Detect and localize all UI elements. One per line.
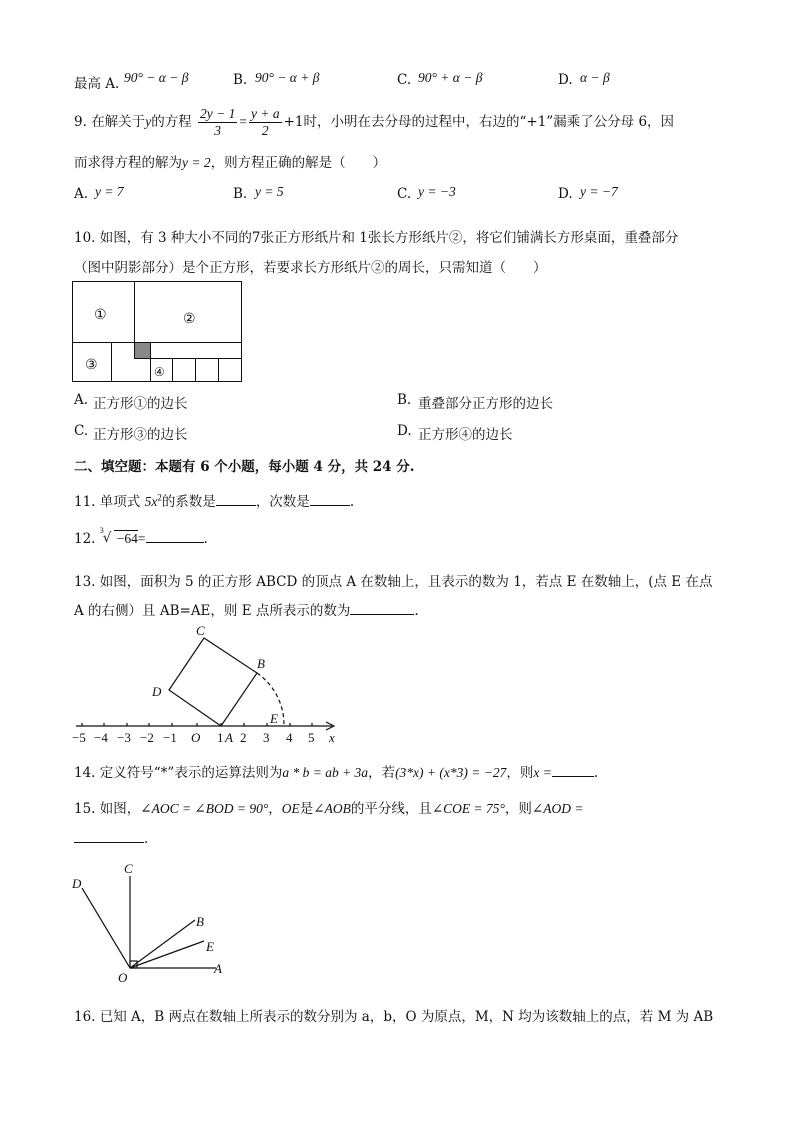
q13-line2 <box>74 599 419 619</box>
q14-text-c: ，则 <box>506 765 534 781</box>
q13-tick-label: −5 <box>72 730 86 745</box>
q10-square-4b <box>173 359 196 382</box>
q11-text-b: 的系数是 <box>161 494 216 510</box>
q12-root-index: 3 <box>99 526 104 535</box>
q12-radicand: −64 <box>114 530 138 546</box>
q13-label-x: x <box>329 730 335 745</box>
q14-text-b: ，若 <box>368 765 396 781</box>
q13-tick-label: 2 <box>240 730 247 745</box>
q15-ray-ob <box>130 920 195 968</box>
q13-tick-label: −3 <box>117 730 131 745</box>
q10-option-c: 正方形③的边长 <box>93 427 188 443</box>
q13-label-o: O <box>191 730 201 745</box>
q15-label-a: A <box>214 961 222 976</box>
q9-option-d-label: D. <box>558 186 573 202</box>
q13-tick-label: 3 <box>263 730 270 745</box>
q10-option-d: 正方形④的边长 <box>418 427 513 443</box>
q14-text-a: 14. 定义符号“*”表示的运算法则为 <box>74 765 283 781</box>
q10-label-3: ③ <box>85 358 98 373</box>
q10-label-4: ④ <box>154 365 165 379</box>
q14 <box>74 761 598 781</box>
q15-blank[interactable] <box>74 830 144 843</box>
q13-tick-label: −4 <box>94 730 108 745</box>
q15-ray-od <box>82 888 130 968</box>
q9-option-c-label: C. <box>397 186 412 202</box>
q10-label-2: ② <box>183 312 196 327</box>
q9-fraction-right <box>249 106 282 139</box>
q10-option-a: 正方形①的边长 <box>93 396 188 412</box>
q9-text1: 在解关于 <box>91 114 146 130</box>
q8-option-b: 90° − α + β <box>255 70 320 85</box>
q13-label-e: E <box>270 711 278 726</box>
q9-option-a: y = 7 <box>95 184 124 199</box>
q15-line1 <box>74 797 583 817</box>
q15-expr4: ∠COE = 75° <box>431 801 505 816</box>
q12-number: 12. <box>74 531 96 547</box>
q12-equals: = <box>137 531 146 546</box>
q11-expr: 5x <box>144 494 158 509</box>
q15-text-d: 的平分线，且 <box>350 801 432 817</box>
q15-label-e: E <box>206 939 214 954</box>
q15-text-b: ， <box>268 801 282 817</box>
q10-option-b-label: B. <box>397 392 412 408</box>
q10-option-b: 重叠部分正方形的边长 <box>418 396 553 412</box>
q11-text-a: 11. 单项式 <box>74 494 145 510</box>
q12-root-sign-icon: √ <box>102 530 112 546</box>
q9-var: y <box>145 114 152 129</box>
q9-line2a: 而求得方程的解为 <box>74 155 182 171</box>
q15-figure <box>68 856 238 986</box>
q14-x: x = <box>533 765 552 780</box>
q9-option-d: y = −7 <box>580 184 618 199</box>
q13-tick-label: 1 <box>217 730 224 745</box>
q9-text2: 的方程 <box>151 114 192 130</box>
q15-line2 <box>74 830 148 847</box>
q12-radical <box>99 526 138 547</box>
section-2-heading: 二、填空题：本题有 6 个小题，每小题 4 分，共 24 分. <box>74 459 415 475</box>
q9-option-c: y = −3 <box>418 184 456 199</box>
q13-end: . <box>414 603 419 619</box>
q15-expr1: ∠AOC = ∠BOD = 90° <box>140 801 269 816</box>
q9-text3: +1时，小明在去分母的过程中，右边的“+1”漏乘了公分母 6，因 <box>283 114 675 130</box>
q9-wrong-solution: y = 2 <box>182 155 211 170</box>
q15-label-d: D <box>72 876 82 891</box>
q12 <box>74 526 208 547</box>
q10-line1: 10. 如图，有 3 种大小不同的7张正方形纸片和 1张长方形纸片②，将它们铺满长方形桌面，重叠部分 <box>74 230 679 246</box>
q15-text-e: ，则 <box>504 801 532 817</box>
q16-line1: 16. 已知 A，B 两点在数轴上所表示的数分别为 a，b，O 为原点，M，N 均为该数轴上的点，若 M 为 AB <box>74 1009 714 1025</box>
q13-label-a: A <box>225 730 233 745</box>
q9-option-a-label: A. <box>74 186 89 202</box>
q9-frac1-num: 2y − 1 <box>199 106 236 121</box>
q9-option-b: y = 5 <box>255 184 284 199</box>
q13-label-b: B <box>257 656 265 671</box>
q15-ray-oe <box>130 941 204 968</box>
q10-option-a-label: A. <box>74 392 89 408</box>
q13-line2-text: A 的右侧）且 AB=AE，则 E 点所表示的数为 <box>74 603 351 619</box>
q9-option-b-label: B. <box>233 186 248 202</box>
q13-tick-label: 4 <box>286 730 293 745</box>
q13-tick-label: −2 <box>140 730 154 745</box>
q9-frac2-num: y + a <box>250 106 280 121</box>
q9-line2c: ，则方程正确的解是（ ） <box>210 155 387 171</box>
q10-label-1: ① <box>94 308 107 323</box>
q11-blank-1[interactable] <box>216 493 256 506</box>
q12-blank[interactable] <box>146 530 204 543</box>
q9-line2 <box>74 151 386 171</box>
q10-option-c-label: C. <box>74 423 89 439</box>
q13-line1: 13. 如图，面积为 5 的正方形 ABCD 的顶点 A 在数轴上，且表示的数为 1，若点 E 在数轴上，(点 E 在点 <box>74 574 713 590</box>
q13-figure <box>70 620 350 748</box>
q15-expr3: ∠AOB <box>313 801 351 816</box>
q11-exponent: 2 <box>157 492 162 503</box>
q9-line1 <box>74 106 674 139</box>
q14-blank[interactable] <box>552 764 594 777</box>
q9-fraction-left <box>198 106 237 139</box>
q8-option-c: 90° + α − β <box>418 70 483 85</box>
q8-option-d-label: D. <box>558 72 573 88</box>
q15-label-c: C <box>124 861 133 876</box>
q14-end: . <box>593 765 599 781</box>
q13-square-abcd <box>169 638 257 726</box>
q13-label-c: C <box>196 623 205 638</box>
q11 <box>74 490 354 510</box>
q8-option-b-label: B. <box>233 72 248 88</box>
q14-condition: (3*x) + (x*3) = −27 <box>395 765 507 780</box>
q13-label-d: D <box>152 684 162 699</box>
q9-equals: = <box>239 114 247 129</box>
q15-text-c: 是 <box>299 801 314 817</box>
q15-expr2: OE <box>281 801 300 816</box>
q12-end: . <box>203 531 208 547</box>
q10-square-4c <box>196 359 219 382</box>
q15-text-a: 15. 如图， <box>74 801 141 817</box>
q8-option-d: α − β <box>580 70 610 85</box>
q10-figure <box>72 281 244 385</box>
q14-rule: a * b = ab + 3a <box>282 765 369 780</box>
q10-line2: （图中阴影部分）是个正方形，若要求长方形纸片②的周长，只需知道（ ） <box>74 260 547 276</box>
q10-square-4d <box>219 359 242 382</box>
q15-expr5: ∠AOD = <box>531 801 584 816</box>
q8-option-a: 90° − α − β <box>124 70 189 85</box>
q13-blank[interactable] <box>350 602 414 615</box>
q15-label-o: O <box>118 970 128 985</box>
q13-tick-label: −1 <box>163 730 177 745</box>
q8-option-c-label: C. <box>397 72 412 88</box>
q9-number: 9. <box>74 114 87 130</box>
q10-option-d-label: D. <box>397 423 412 439</box>
q11-text-c: ，次数是 <box>255 494 310 510</box>
q13-tick-label: 5 <box>308 730 315 745</box>
q9-frac1-den: 3 <box>214 123 222 138</box>
q11-text-d: . <box>349 494 355 510</box>
q8-prefix: 最高 A. <box>74 76 120 92</box>
q11-blank-2[interactable] <box>310 493 350 506</box>
q15-label-b: B <box>196 914 204 929</box>
q10-overlap-square <box>135 343 151 359</box>
q9-frac2-den: 2 <box>261 123 269 138</box>
q15-end: . <box>144 831 149 847</box>
